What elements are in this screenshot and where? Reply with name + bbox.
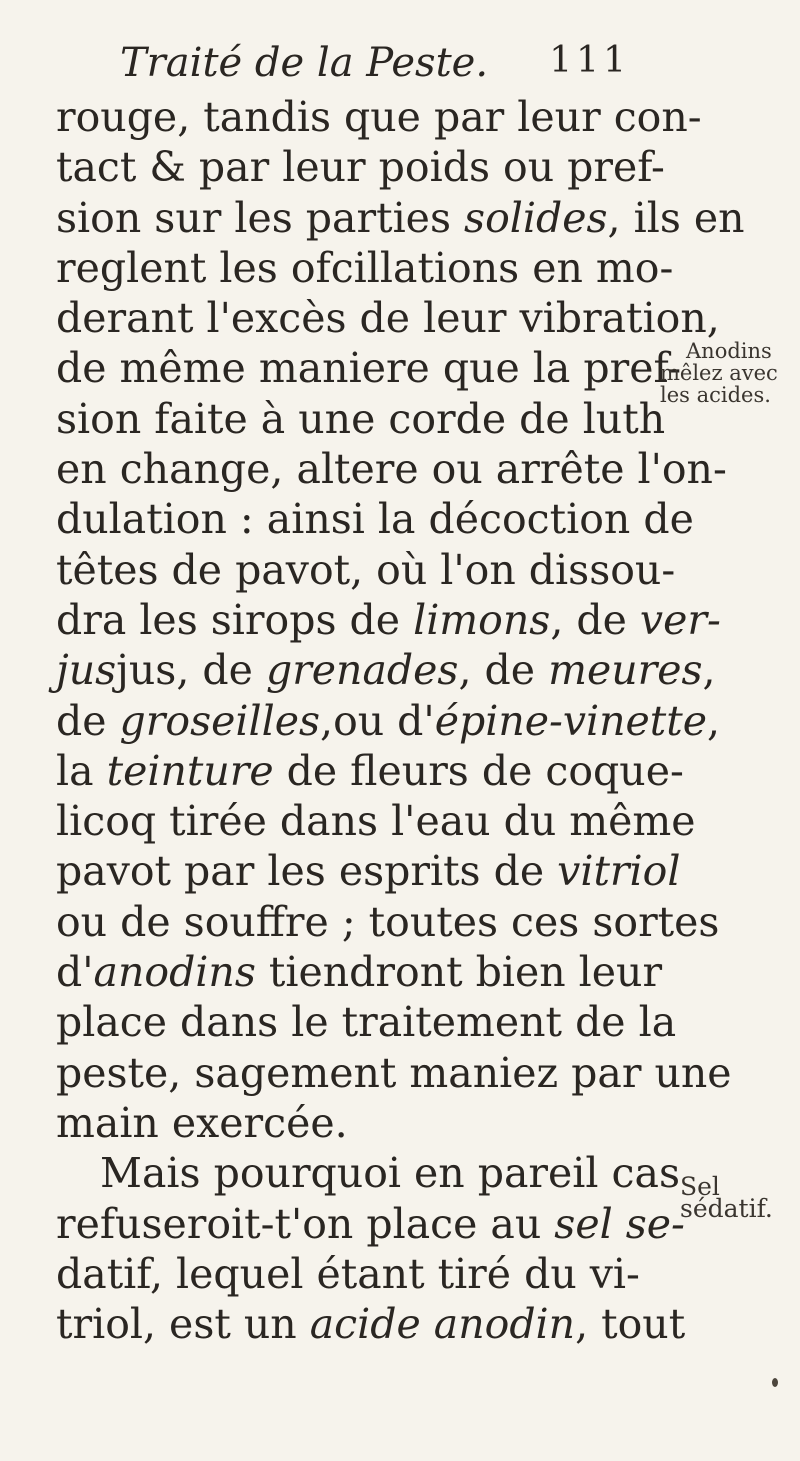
page-number: 111: [549, 40, 630, 81]
text-line: licoq tirée dans l'eau du même: [56, 797, 696, 846]
italic-term: épine-vinette: [434, 696, 708, 745]
text-line: sion faite à une corde de luth: [56, 394, 666, 443]
text-line: dra les sirops de limons, de ver-: [56, 595, 721, 644]
italic-term: vitriol: [557, 847, 681, 896]
italic-term: jus: [56, 646, 117, 695]
text-line: jusjus, de grenades, de meures,: [56, 646, 716, 695]
text-line: datif, lequel étant tiré du vi-: [56, 1249, 640, 1298]
text-line: sion sur les parties solides, ils en: [56, 193, 745, 242]
text-line: derant l'excès de leur vibration,: [56, 294, 720, 343]
text-line: Mais pourquoi en pareil cas: [100, 1149, 680, 1198]
text-line: de groseilles,ou d'épine-vinette,: [56, 696, 721, 745]
text-line: dulation : ainsi la décoction de: [56, 495, 694, 544]
italic-term: teinture: [106, 746, 274, 795]
text-line: en change, altere ou arrête l'on-: [56, 445, 727, 494]
text-line: pavot par les esprits de vitriol: [56, 847, 681, 896]
ink-spot: [772, 1378, 778, 1387]
text-line: peste, sagement maniez par une: [56, 1048, 732, 1097]
italic-term: ver-: [639, 595, 721, 644]
italic-term: grenades: [265, 646, 459, 695]
text-line: triol, est un acide anodin, tout: [56, 1300, 686, 1349]
text-line: refuseroit-t'on place au sel se-: [56, 1199, 685, 1248]
text-line: d'anodins tiendront bien leur: [56, 948, 663, 997]
italic-term: meures: [548, 646, 703, 695]
text-line: la teinture de fleurs de coque-: [56, 746, 684, 795]
text-line: têtes de pavot, où l'on dissou-: [56, 545, 676, 594]
italic-term: groseilles: [119, 696, 321, 745]
text-line: place dans le traitement de la: [56, 998, 677, 1047]
margin-note-anodins: Anodins mêlez avec les acides.: [660, 339, 778, 407]
italic-term: anodins: [93, 948, 256, 997]
text-line: rouge, tandis que par leur con-: [56, 93, 702, 141]
running-title: Traité de la Peste.: [120, 40, 489, 86]
italic-term: sel se-: [554, 1199, 685, 1248]
text-line: main exercée.: [56, 1098, 348, 1147]
text-line: de même maniere que la pref-: [56, 344, 682, 393]
text-line: tact & par leur poids ou pref-: [56, 143, 665, 192]
margin-note-sel-sedatif: Sel sédatif.: [680, 1172, 773, 1223]
italic-term: solides: [464, 193, 608, 242]
text-line: reglent les ofcillations en mo-: [56, 243, 674, 292]
text-line: ou de souffre ; toutes ces sortes: [56, 897, 720, 946]
italic-term: acide anodin: [309, 1300, 576, 1349]
italic-term: limons: [413, 595, 551, 644]
running-header: [120, 40, 630, 100]
